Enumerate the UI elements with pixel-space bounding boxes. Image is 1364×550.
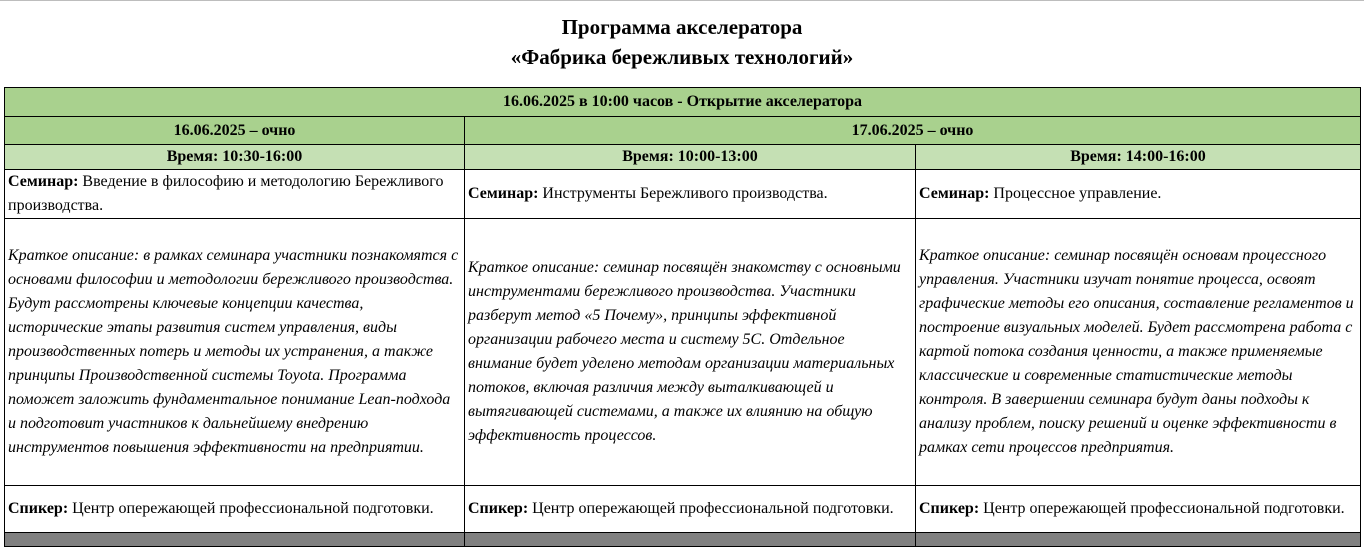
session2-speaker-cell	[465, 486, 916, 533]
session3-time: Время: 14:00-16:00	[916, 145, 1361, 170]
seminar-row	[5, 170, 1361, 219]
footer-divider-cell	[5, 533, 465, 547]
seminar-label: Семинар:	[468, 185, 539, 202]
session1-time: Время: 10:30-16:00	[5, 145, 465, 170]
document-title	[0, 12, 1364, 72]
speaker-row	[5, 486, 1361, 533]
opening-row	[5, 88, 1361, 117]
seminar-label: Семинар:	[919, 185, 990, 202]
session3-speaker: Центр опережающей профессиональной подготовки.	[983, 500, 1345, 517]
seminar-label: Семинар:	[8, 173, 79, 190]
session1-seminar-cell	[5, 170, 465, 219]
speaker-label: Спикер:	[8, 500, 69, 517]
time-row	[5, 145, 1361, 170]
speaker-label: Спикер:	[468, 500, 529, 517]
footer-divider-cell	[465, 533, 916, 547]
program-table	[4, 87, 1361, 547]
title-line-1: Программа акселератора	[561, 15, 803, 39]
session2-description: Краткое описание: семинар посвящён знакомству с основными инструментами бережливого производства. Участники разберут метод «5 Почему», принципы эффективной организации рабочего места и систему 5С. Отдельное внимание будет уделено методам организации материальных потоков, включая различия между выталкивающей и вытягивающей системами, а также их влиянию на общую эффективность процессов.	[465, 219, 916, 486]
session2-seminar-cell	[465, 170, 916, 219]
session3-seminar-cell	[916, 170, 1361, 219]
speaker-label: Спикер:	[919, 500, 980, 517]
session3-seminar-title: Процессное управление.	[993, 185, 1162, 202]
footer-divider-row	[5, 533, 1361, 547]
footer-divider-cell	[916, 533, 1361, 547]
day2-header: 17.06.2025 – очно	[465, 117, 1361, 145]
days-row	[5, 117, 1361, 145]
day1-header: 16.06.2025 – очно	[5, 117, 465, 145]
session1-description: Краткое описание: в рамках семинара участники познакомятся с основами философии и методологии бережливого производства. Будут рассмотрены ключевые концепции качества, исторические этапы развития систем управления, виды производственных потерь и методы их устранения, а также принципы Производственной системы Toyota. Программа поможет заложить фундаментальное понимание Lean-подхода и подготовит участников к дальнейшему внедрению инструментов повышения эффективности на предприятии.	[5, 219, 465, 486]
description-row	[5, 219, 1361, 486]
session1-seminar-title: Введение в философию и методологию Бережливого производства.	[8, 173, 444, 214]
session2-time: Время: 10:00-13:00	[465, 145, 916, 170]
session3-speaker-cell	[916, 486, 1361, 533]
session2-speaker: Центр опережающей профессиональной подготовки.	[532, 500, 894, 517]
session1-speaker-cell	[5, 486, 465, 533]
session1-speaker: Центр опережающей профессиональной подготовки.	[72, 500, 434, 517]
session2-seminar-title: Инструменты Бережливого производства.	[542, 185, 828, 202]
title-line-2: «Фабрика бережливых технологий»	[510, 45, 854, 69]
opening-cell: 16.06.2025 в 10:00 часов - Открытие акселератора	[5, 88, 1361, 117]
session3-description: Краткое описание: семинар посвящён основам процессного управления. Участники изучат понятие процесса, освоят графические методы его описания, составление регламентов и построение визуальных моделей. Будет рассмотрена работа с картой потока создания ценности, а также применяемые классические и современные статистические методы контроля. В завершении семинара будут даны подходы к анализу проблем, поиску решений и оценке эффективности в рамках сети процессов предприятия.	[916, 219, 1361, 486]
